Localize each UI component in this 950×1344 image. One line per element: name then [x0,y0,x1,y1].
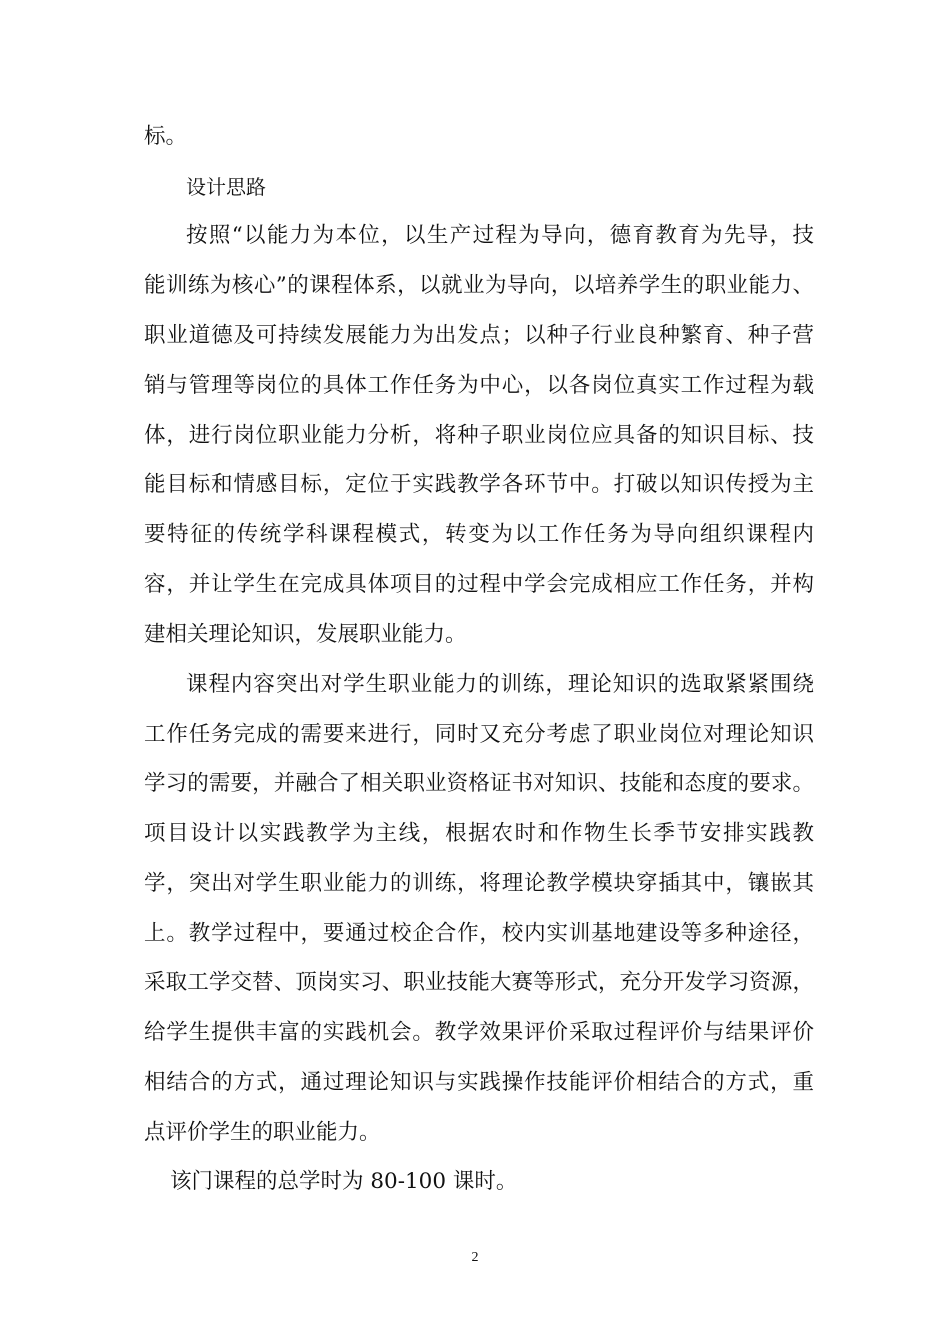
text-line: 学，突出对学生职业能力的训练，将理论教学模块穿插其中，镶嵌其 [144,871,814,896]
text-line: 能训练为核心”的课程体系，以就业为导向，以培养学生的职业能力、 [144,273,814,298]
text-line: 学习的需要，并融合了相关职业资格证书对知识、技能和态度的要求。 [144,771,814,796]
text-line: 采取工学交替、顶岗实习、职业技能大赛等形式，充分开发学习资源， [144,970,814,995]
page-number: 2 [471,1250,479,1265]
text-line: 体，进行岗位职业能力分析，将种子职业岗位应具备的知识目标、技 [144,423,814,448]
text-line: 相结合的方式，通过理论知识与实践操作技能评价相结合的方式，重 [144,1070,814,1095]
section-heading: 设计思路 [186,175,266,199]
text-line: 上。教学过程中，要通过校企合作，校内实训基地建设等多种途径， [144,921,814,946]
text-line: 建相关理论知识，发展职业能力。 [144,622,467,647]
text-line: 该门课程的总学时为 80-100 课时。 [170,1169,518,1194]
text-line: 课程内容突出对学生职业能力的训练，理论知识的选取紧紧围绕 [186,672,814,697]
text-line: 容，并让学生在完成具体项目的过程中学会完成相应工作任务，并构 [144,572,814,597]
text-line: 项目设计以实践教学为主线，根据农时和作物生长季节安排实践教 [144,821,814,846]
text-line: 按照“以能力为本位，以生产过程为导向，德育教育为先导，技 [186,223,814,248]
text-line: 能目标和情感目标，定位于实践教学各环节中。打破以知识传授为主 [144,472,814,497]
text-line: 销与管理等岗位的具体工作任务为中心，以各岗位真实工作过程为载 [144,373,814,398]
text-line: 点评价学生的职业能力。 [144,1120,381,1145]
text-line: 职业道德及可持续发展能力为出发点；以种子行业良种繁育、种子营 [144,323,814,348]
text-line: 给学生提供丰富的实践机会。教学效果评价采取过程评价与结果评价 [144,1020,814,1045]
text-line: 工作任务完成的需要来进行，同时又充分考虑了职业岗位对理论知识 [144,722,814,747]
text-line: 要特征的传统学科课程模式，转变为以工作任务为导向组织课程内 [144,522,814,547]
text-line: 标。 [144,124,188,149]
